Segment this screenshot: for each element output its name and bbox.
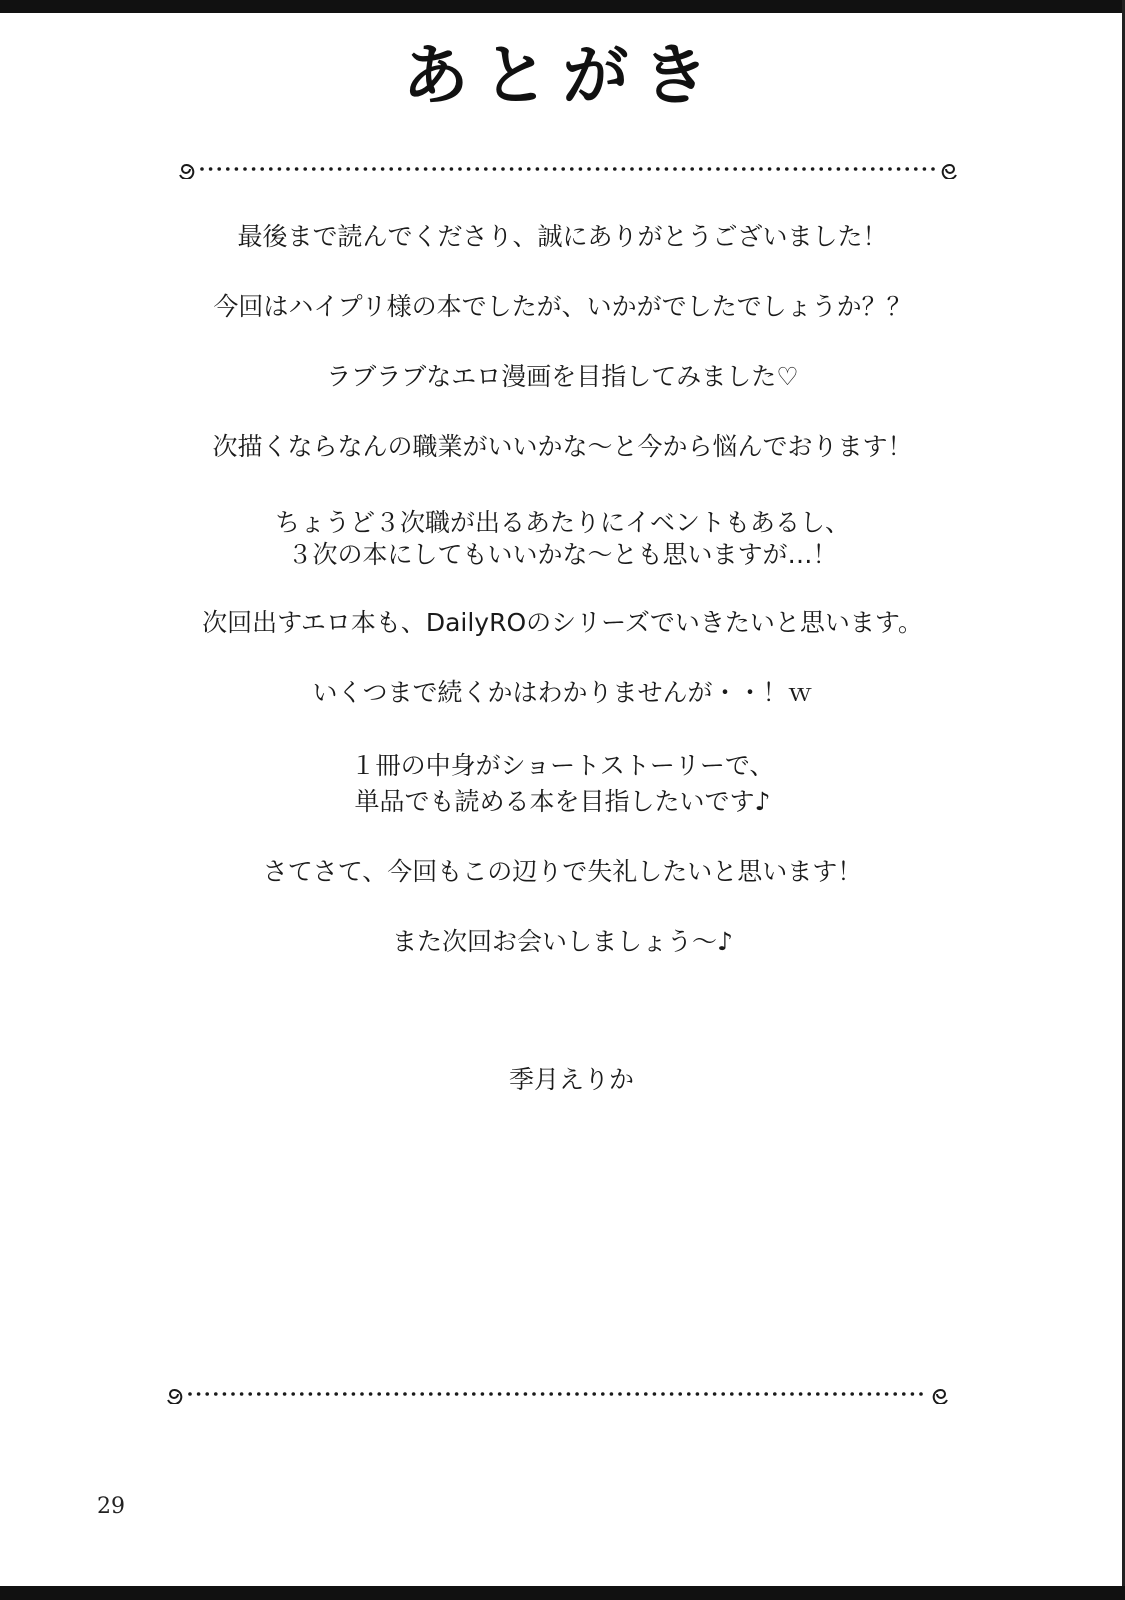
divider-dot xyxy=(386,1392,390,1396)
divider-dot xyxy=(558,1392,562,1396)
divider-dot xyxy=(914,167,918,171)
divider-dot xyxy=(475,167,479,171)
divider-dot xyxy=(888,167,892,171)
divider-dot xyxy=(756,1392,760,1396)
divider-dot xyxy=(544,167,548,171)
divider-dot xyxy=(446,1392,450,1396)
divider-dot xyxy=(604,167,608,171)
divider-dot xyxy=(398,167,402,171)
paragraph-1: 最後まで読んでくださり、誠にありがとうございました！ xyxy=(237,222,888,251)
divider-dot xyxy=(794,167,798,171)
divider-dot xyxy=(790,1392,794,1396)
divider-dot xyxy=(518,167,522,171)
divider-dot xyxy=(412,1392,416,1396)
divider-dot xyxy=(656,167,660,171)
divider-dot xyxy=(223,1392,227,1396)
divider-dot xyxy=(644,1392,648,1396)
dotted-line xyxy=(188,1392,923,1396)
divider-dot xyxy=(438,1392,442,1396)
dotted-line xyxy=(200,167,935,171)
paragraph-10: また次回お会いしましょう～♪ xyxy=(392,927,733,956)
divider-dot xyxy=(862,167,866,171)
divider-dot xyxy=(618,1392,622,1396)
divider-dot xyxy=(269,167,273,171)
divider-dot xyxy=(501,167,505,171)
divider-dot xyxy=(214,1392,218,1396)
divider-dot xyxy=(871,167,875,171)
divider-dot xyxy=(635,1392,639,1396)
divider-dot xyxy=(816,1392,820,1396)
divider-dot xyxy=(369,1392,373,1396)
divider-dot xyxy=(579,167,583,171)
divider-dot xyxy=(286,167,290,171)
divider-dot xyxy=(859,1392,863,1396)
divider-dot xyxy=(484,167,488,171)
divider-dot xyxy=(868,1392,872,1396)
divider-dot xyxy=(231,1392,235,1396)
divider-dot xyxy=(235,167,239,171)
swirl-icon xyxy=(934,1390,947,1404)
divider-dot xyxy=(489,1392,493,1396)
divider-dot xyxy=(807,1392,811,1396)
divider-dot xyxy=(690,167,694,171)
divider-dot xyxy=(776,167,780,171)
top-border xyxy=(0,0,1125,13)
divider-dot xyxy=(209,167,213,171)
divider-dot xyxy=(549,1392,553,1396)
divider-bottom xyxy=(166,1384,949,1404)
divider-dot xyxy=(596,167,600,171)
divider-dot xyxy=(360,1392,364,1396)
divider-dot xyxy=(923,167,927,171)
divider-dot xyxy=(919,1392,923,1396)
divider-dot xyxy=(346,167,350,171)
divider-dot xyxy=(309,1392,313,1396)
divider-dot xyxy=(842,1392,846,1396)
divider-dot xyxy=(931,167,935,171)
divider-dot xyxy=(630,167,634,171)
divider-dot xyxy=(200,167,204,171)
divider-dot xyxy=(759,167,763,171)
divider-dot xyxy=(252,167,256,171)
divider-dot xyxy=(721,1392,725,1396)
divider-dot xyxy=(403,1392,407,1396)
divider-dot xyxy=(673,167,677,171)
divider-dot xyxy=(837,167,841,171)
divider-dot xyxy=(300,1392,304,1396)
divider-dot xyxy=(415,167,419,171)
divider-dot xyxy=(825,1392,829,1396)
divider-dot xyxy=(747,1392,751,1396)
divider-dot xyxy=(601,1392,605,1396)
divider-dot xyxy=(854,167,858,171)
paragraph-5-line-1: ちょうど３次職が出るあたりにイベントもあるし、 xyxy=(274,508,850,537)
divider-dot xyxy=(850,1392,854,1396)
divider-dot xyxy=(455,1392,459,1396)
divider-dot xyxy=(833,1392,837,1396)
divider-dot xyxy=(420,1392,424,1396)
divider-dot xyxy=(283,1392,287,1396)
divider-dot xyxy=(329,167,333,171)
paragraph-9: さてさて、今回もこの辺りで失礼したいと思います！ xyxy=(262,857,863,886)
paragraph-2: 今回はハイプリ様の本でしたが、いかがでしたでしょうか？？ xyxy=(213,292,912,321)
divider-dot xyxy=(704,1392,708,1396)
divider-dot xyxy=(240,1392,244,1396)
divider-dot xyxy=(665,167,669,171)
divider-dot xyxy=(536,167,540,171)
divider-dot xyxy=(561,167,565,171)
divider-dot xyxy=(751,167,755,171)
divider-dot xyxy=(317,1392,321,1396)
paragraph-8-line-2: 単品でも読める本を目指したいです♪ xyxy=(354,787,771,816)
signature: 季月えりか xyxy=(508,1065,634,1094)
bottom-border xyxy=(0,1586,1125,1600)
divider-dot xyxy=(902,1392,906,1396)
swirl-icon xyxy=(180,165,193,179)
divider-dot xyxy=(532,1392,536,1396)
divider-dot xyxy=(733,167,737,171)
divider-dot xyxy=(188,1392,192,1396)
divider-dot xyxy=(257,1392,261,1396)
divider-dot xyxy=(592,1392,596,1396)
divider-dot xyxy=(338,167,342,171)
divider-dot xyxy=(343,1392,347,1396)
divider-dot xyxy=(567,1392,571,1396)
divider-dot xyxy=(575,1392,579,1396)
divider-dot xyxy=(584,1392,588,1396)
page-number: 29 xyxy=(97,1494,125,1519)
divider-dot xyxy=(880,167,884,171)
divider-dot xyxy=(785,167,789,171)
swirl-icon xyxy=(168,1390,181,1404)
divider-dot xyxy=(670,1392,674,1396)
divider-dot xyxy=(291,1392,295,1396)
divider-dot xyxy=(911,1392,915,1396)
divider-dot xyxy=(424,167,428,171)
divider-dot xyxy=(845,167,849,171)
page-title: あとがき xyxy=(402,37,723,114)
divider-dot xyxy=(266,1392,270,1396)
divider-dot xyxy=(570,167,574,171)
divider-dot xyxy=(893,1392,897,1396)
divider-dot xyxy=(429,1392,433,1396)
divider-dot xyxy=(506,1392,510,1396)
divider-dot xyxy=(764,1392,768,1396)
paragraph-7: いくつまで続くかはわかりませんが・・！ｗ xyxy=(312,678,813,707)
divider-dot xyxy=(713,1392,717,1396)
divider-dot xyxy=(768,167,772,171)
divider-dot xyxy=(622,167,626,171)
paragraph-6: 次回出すエロ本も、DailyROのシリーズでいきたいと思います。 xyxy=(202,608,923,637)
divider-dot xyxy=(527,167,531,171)
divider-dot xyxy=(739,1392,743,1396)
divider-dot xyxy=(708,167,712,171)
divider-dot xyxy=(364,167,368,171)
divider-dot xyxy=(515,1392,519,1396)
divider-dot xyxy=(541,1392,545,1396)
divider-dot xyxy=(493,167,497,171)
paragraph-3: ラブラブなエロ漫画を目指してみました♡ xyxy=(326,362,799,391)
divider-dot xyxy=(381,167,385,171)
divider-dot xyxy=(687,1392,691,1396)
divider-dot xyxy=(372,167,376,171)
swirl-icon xyxy=(943,165,956,179)
divider-dot xyxy=(510,167,514,171)
divider-dot xyxy=(653,1392,657,1396)
divider-dot xyxy=(627,1392,631,1396)
divider-dot xyxy=(524,1392,528,1396)
divider-dot xyxy=(699,167,703,171)
divider-dot xyxy=(876,1392,880,1396)
divider-dot xyxy=(355,167,359,171)
divider-dot xyxy=(217,167,221,171)
divider-dot xyxy=(278,167,282,171)
divider-dot xyxy=(716,167,720,171)
divider-dot xyxy=(463,1392,467,1396)
divider-dot xyxy=(295,167,299,171)
divider-dot xyxy=(458,167,462,171)
divider-dot xyxy=(828,167,832,171)
divider-dot xyxy=(303,167,307,171)
divider-dot xyxy=(467,167,471,171)
divider-dot xyxy=(472,1392,476,1396)
paragraph-4: 次描くならなんの職業がいいかな～と今から悩んでおります！ xyxy=(212,432,913,461)
divider-dot xyxy=(243,167,247,171)
divider-dot xyxy=(395,1392,399,1396)
divider-dot xyxy=(742,167,746,171)
divider-dot xyxy=(661,1392,665,1396)
divider-dot xyxy=(730,1392,734,1396)
divider-dot xyxy=(481,1392,485,1396)
divider-dot xyxy=(802,167,806,171)
divider-dot xyxy=(334,1392,338,1396)
divider-dot xyxy=(553,167,557,171)
divider-dot xyxy=(226,167,230,171)
divider-dot xyxy=(450,167,454,171)
divider-dot xyxy=(352,1392,356,1396)
divider-dot xyxy=(260,167,264,171)
divider-dot xyxy=(897,167,901,171)
divider-dot xyxy=(377,1392,381,1396)
divider-dot xyxy=(205,1392,209,1396)
divider-dot xyxy=(773,1392,777,1396)
divider-dot xyxy=(248,1392,252,1396)
divider-dot xyxy=(647,167,651,171)
divider-dot xyxy=(725,167,729,171)
divider-dot xyxy=(432,167,436,171)
divider-dot xyxy=(389,167,393,171)
divider-dot xyxy=(274,1392,278,1396)
divider-dot xyxy=(678,1392,682,1396)
divider-dot xyxy=(682,167,686,171)
divider-dot xyxy=(782,1392,786,1396)
divider-dot xyxy=(613,167,617,171)
divider-dot xyxy=(799,1392,803,1396)
divider-dot xyxy=(326,1392,330,1396)
divider-dot xyxy=(587,167,591,171)
divider-dot xyxy=(696,1392,700,1396)
divider-top xyxy=(178,159,958,179)
divider-dot xyxy=(885,1392,889,1396)
divider-dot xyxy=(321,167,325,171)
divider-dot xyxy=(905,167,909,171)
divider-dot xyxy=(498,1392,502,1396)
divider-dot xyxy=(610,1392,614,1396)
divider-dot xyxy=(312,167,316,171)
divider-dot xyxy=(441,167,445,171)
paragraph-5-line-2: ３次の本にしてもいいかな～とも思いますが…！ xyxy=(287,540,838,569)
paragraph-8-line-1: １冊の中身がショートストーリーで、 xyxy=(350,751,775,780)
divider-dot xyxy=(197,1392,201,1396)
divider-dot xyxy=(811,167,815,171)
divider-dot xyxy=(639,167,643,171)
divider-dot xyxy=(407,167,411,171)
divider-dot xyxy=(819,167,823,171)
